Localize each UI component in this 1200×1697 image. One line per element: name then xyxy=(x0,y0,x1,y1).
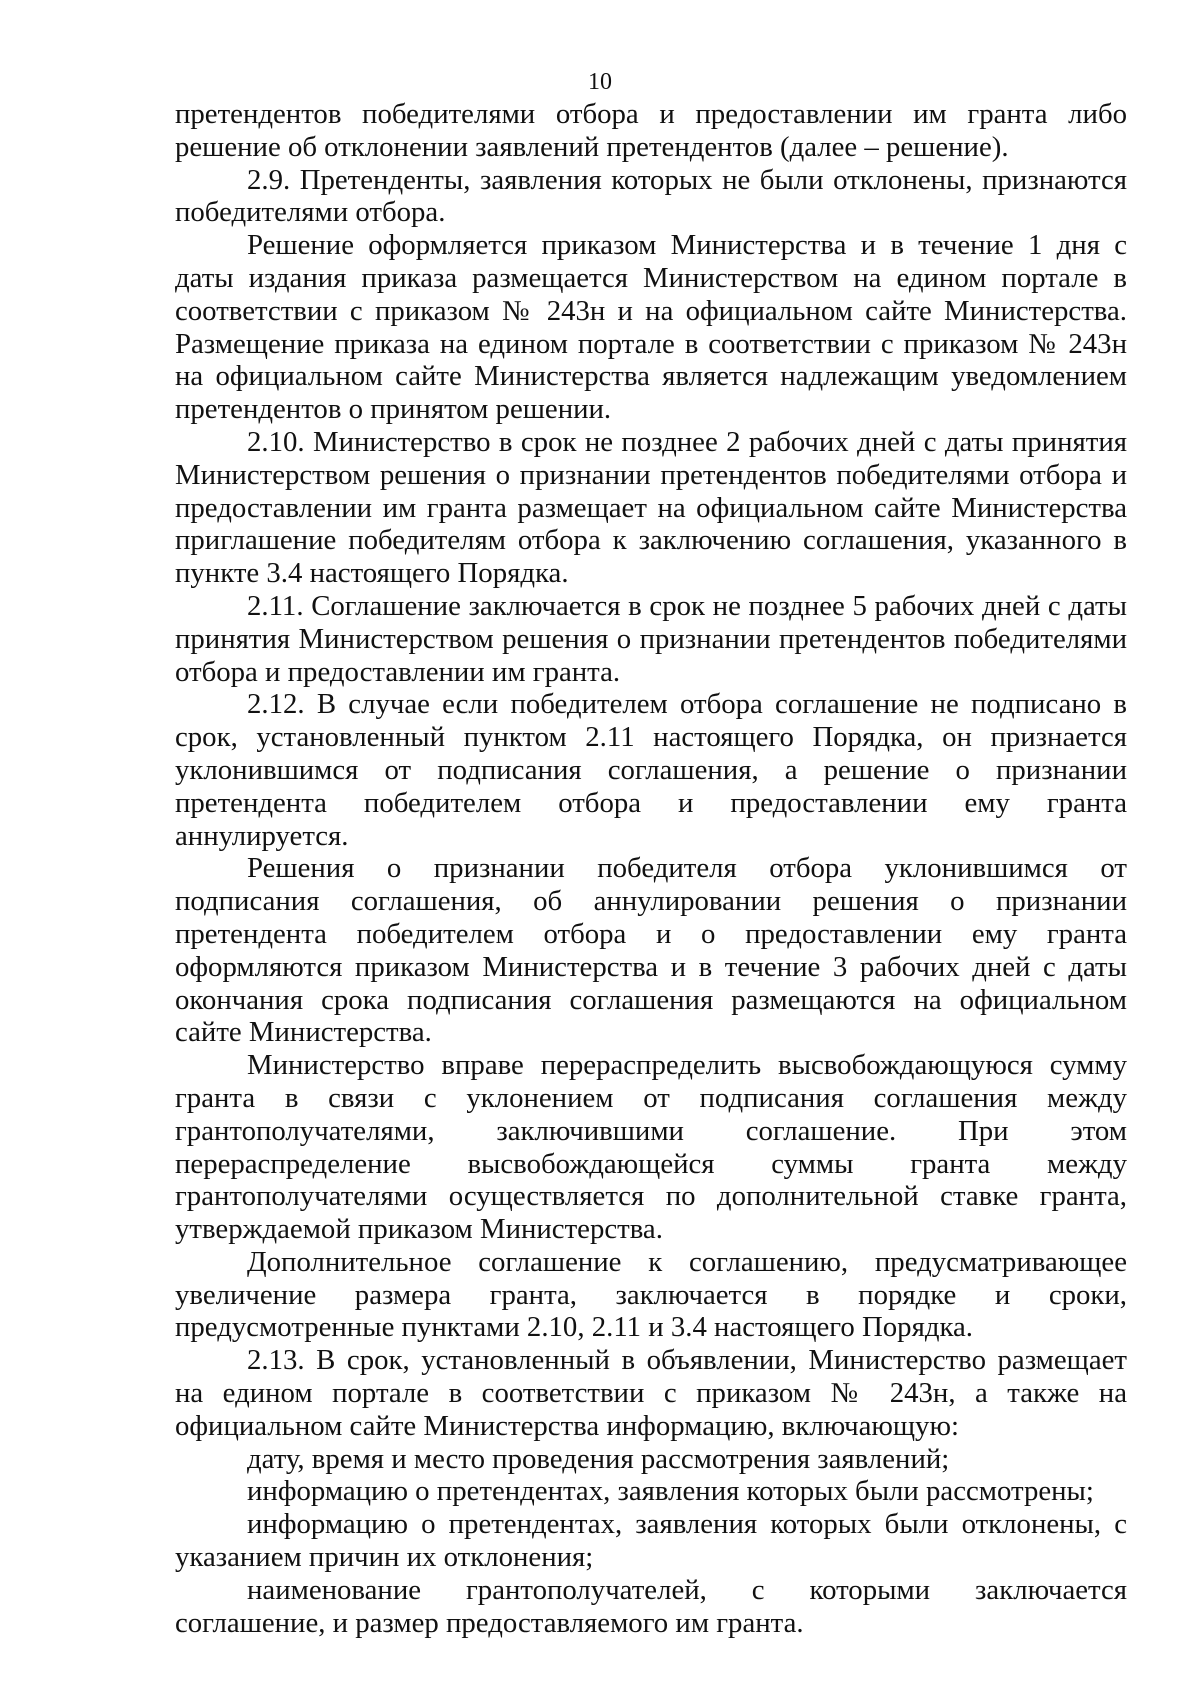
list-item-reviewed: информацию о претендентах, заявления которых были рассмотрены; xyxy=(247,1475,1094,1508)
paragraph-additional-agreement: Дополнительное соглашение к соглашению, предусматривающее увеличение размера гранта, заключается в порядке и сроки, предусмотренные пунктами 2.10, 2.11 и 3.4 настоящего Порядка. xyxy=(175,1245,1127,1344)
paragraph-decision: Решение оформляется приказом Министерства и в течение 1 дня с даты издания приказа размещается Министерством на едином портале в соответствии с приказом № 243н и на официальном сайте Министерства. Размещение приказа на едином портале в соответствии с приказом № 243н на официальном сайте Министерства является надлежащим уведомлением претендентов о принятом решении. xyxy=(175,229,1127,426)
list-item-grantees: наименование грантополучателей, с которыми заключается соглашение, и размер предоставляемого им гранта. xyxy=(175,1573,1127,1639)
document-body xyxy=(175,98,1127,1639)
page-number: 10 xyxy=(588,69,612,95)
paragraph-annulment: Решения о признании победителя отбора уклонившимся от подписания соглашения, об аннулировании решения о признании претендента победителем отбора и о предоставлении ему гранта оформляются приказом Министерства и в течение 3 рабочих дней с даты окончания срока подписания соглашения размещаются на официальном сайте Министерства. xyxy=(175,852,1127,1049)
list-item-rejected: информацию о претендентах, заявления которых были отклонены, с указанием причин их отклонения; xyxy=(175,1508,1127,1574)
paragraph-2-11: 2.11. Соглашение заключается в срок не позднее 5 рабочих дней с даты принятия Министерством решения о признании претендентов победителями отбора и предоставлении им гранта. xyxy=(175,589,1127,688)
paragraph-2-10: 2.10. Министерство в срок не позднее 2 рабочих дней с даты принятия Министерством решения о признании претендентов победителями отбора и предоставлении им гранта размещает на официальном сайте Министерства приглашение победителям отбора к заключению соглашения, указанного в пункте 3.4 настоящего Порядка. xyxy=(175,425,1127,590)
paragraph-2-12: 2.12. В случае если победителем отбора соглашение не подписано в срок, установленный пунктом 2.11 настоящего Порядка, он признается уклонившимся от подписания соглашения, а решение о признании претендента победителем отбора и предоставлении ему гранта аннулируется. xyxy=(175,688,1127,852)
paragraph-continuation: претендентов победителями отбора и предоставлении им гранта либо решение об отклонении заявлений претендентов (далее – решение). xyxy=(175,98,1127,163)
paragraph-redistribution: Министерство вправе перераспределить высвобождающуюся сумму гранта в связи с уклонением от подписания соглашения между грантополучателями, заключившими соглашение. При этом перераспределение высвобождающейся суммы гранта между грантополучателями осуществляется по дополнительной ставке гранта, утверждаемой приказом Министерства. xyxy=(175,1049,1127,1246)
paragraph-2-9: 2.9. Претенденты, заявления которых не были отклонены, признаются победителями отбора. xyxy=(175,163,1127,229)
paragraph-2-13: 2.13. В срок, установленный в объявлении, Министерство размещает на едином портале в соответствии с приказом № 243н, а также на официальном сайте Министерства информацию, включающую: xyxy=(175,1344,1127,1442)
list-item-date: дату, время и место проведения рассмотрения заявлений; xyxy=(247,1442,950,1475)
